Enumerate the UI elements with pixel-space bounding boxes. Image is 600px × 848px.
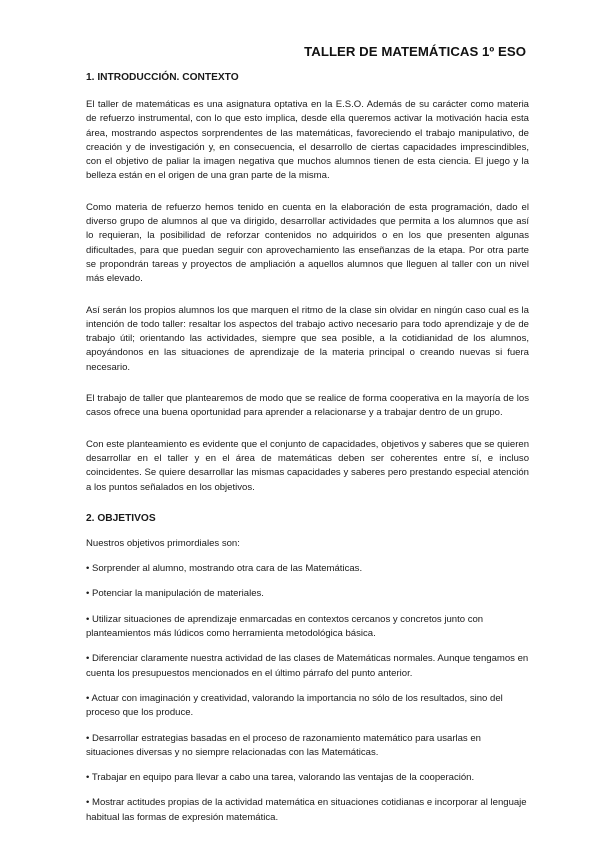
objective-item: • Diferenciar claramente nuestra actividad de las clases de Matemáticas normales. Aunque tengamos en cuenta los presupuestos mencionados en el último párrafo del punto anterior. — [86, 653, 529, 679]
objective-item: • Desarrollar estrategias basadas en el proceso de razonamiento matemático para usarlas en situaciones diversas y no siempre relacionadas con las Matemáticas. — [86, 732, 481, 758]
objective-item: • Utilizar situaciones de aprendizaje enmarcadas en contextos cercanos y concretos junto con planteamientos más lúdicos como herramienta metodológica básica. — [86, 613, 484, 640]
objective-item: • Mostrar actitudes propias de la actividad matemática en situaciones cotidianas e incorporar al lenguaje habitual las formas de expresión matemática. — [86, 797, 527, 823]
objectives-intro: Nuestros objetivos primordiales son: — [86, 537, 240, 549]
paragraph: El taller de matemáticas es una asignatura optativa en la E.S.O. Además de su carácter como materia de refuerzo instrumental, con lo que esto implica, desde ella queremos activar la motivación hacia esta área, mostrando aspectos sorprendentes de las matemáticas, favoreciendo el trabajo manipulativo, de creación y de investigación y, en consecuencia, el desarrollo de ciertas capacidades imprescindibles, con el objetivo de paliar la imagen negativa que muchos alumnos tienen de esta ciencia. El juego y la belleza están en el origen de una gran parte de la misma. — [86, 99, 529, 182]
objective-item: • Potenciar la manipulación de materiales. — [86, 588, 264, 600]
section-heading-objetivos: 2. OBJETIVOS — [86, 512, 156, 524]
objective-item: • Actuar con imaginación y creatividad, valorando la importancia no sólo de los resultados, sino del proceso que los produce. — [86, 692, 503, 719]
paragraph: Como materia de refuerzo hemos tenido en cuenta en la elaboración de esta programación, dado el diverso grupo de alumnos al que va dirigido, desarrollar actividades que permita a los alumnos que así lo requieran, la posibilidad de reforzar contenidos no adquiridos o en los que presenten algunas dificultades, para que puedan seguir con aprovechamiento las enseñanzas de la etapa. Por otra parte se propondrán tareas y proyectos de ampliación a aquellos alumnos que lleguen al taller con un nivel más elevado. — [86, 201, 529, 285]
section-heading-introduccion: 1. INTRODUCCIÓN. CONTEXTO — [86, 72, 239, 83]
objective-item: • Sorprender al alumno, mostrando otra cara de las Matemáticas. — [86, 563, 363, 575]
paragraph: El trabajo de taller que plantearemos de modo que se realice de forma cooperativa en la mayoría de los casos ofrece una buena oportunidad para aprender a relacionarse y a trabajar dentro de un grupo. — [86, 393, 529, 419]
document-title: TALLER DE MATEMÁTICAS 1º ESO — [304, 44, 526, 59]
document-body — [86, 71, 529, 836]
paragraph: Así serán los propios alumnos los que marquen el ritmo de la clase sin olvidar en ningún caso cual es la intención de todo taller: resaltar los aspectos del trabajo activo necesario para todo aprendizaje y de de trabajo útil; orientando las actividades, siempre que sea posible, a la cotidianidad de los alumnos, apoyándonos en las situaciones de aprendizaje de la materia principal o creando nuevas si fuera necesario. — [86, 304, 529, 373]
objective-item: • Trabajar en equipo para llevar a cabo una tarea, valorando las ventajas de la cooperación. — [86, 772, 475, 784]
paragraph: Con este planteamiento es evidente que el conjunto de capacidades, objetivos y saberes que se quieren desarrollar en el taller y en el área de matemáticas deben ser coherentes entre sí, e incluso coincidentes. Se quiere desarrollar las mismas capacidades y saberes pero prestando especial atención a los puntos señalados en los objetivos. — [86, 438, 529, 493]
